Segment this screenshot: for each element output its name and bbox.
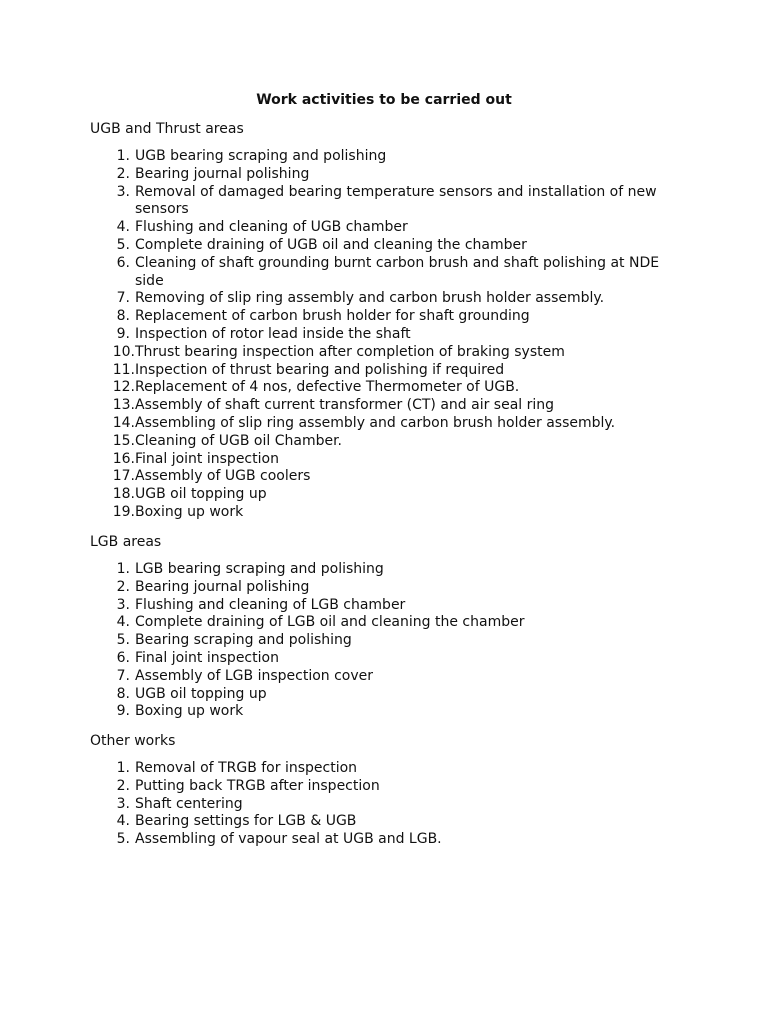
list-item-number: 7. <box>116 667 130 684</box>
list-item-text: Bearing scraping and polishing <box>135 632 352 649</box>
list-item <box>90 344 680 362</box>
list-item <box>90 308 680 326</box>
list-item <box>90 579 680 597</box>
list-item <box>90 237 680 255</box>
list-item-number: 16. <box>112 450 135 467</box>
list-item-text: Removal of damaged bearing temperature sensors and installation of new sensors <box>135 183 657 218</box>
list-item <box>90 796 680 814</box>
list-item <box>90 614 680 632</box>
list-item <box>90 379 680 397</box>
list-item-number: 9. <box>116 325 130 342</box>
list-item-text: Boxing up work <box>135 503 244 520</box>
list-item-text: Assembling of vapour seal at UGB and LGB. <box>135 831 442 848</box>
list-item <box>90 650 680 668</box>
list-item <box>90 397 680 415</box>
list-item <box>90 668 680 686</box>
list-item-number: 6. <box>116 649 130 666</box>
list-item <box>90 415 680 433</box>
list-item-number: 17. <box>112 468 135 485</box>
list-item <box>90 433 680 451</box>
list-item <box>90 686 680 704</box>
list-item-text: Complete draining of LGB oil and cleaning the chamber <box>135 614 525 631</box>
list-item <box>90 703 680 721</box>
list-item-text: Removal of TRGB for inspection <box>135 760 358 776</box>
list-item-number: 19. <box>112 503 135 520</box>
list-item-text: Cleaning of shaft grounding burnt carbon brush and shaft polishing at NDE side <box>135 254 660 289</box>
list-item-number: 4. <box>116 614 130 631</box>
list-item-number: 15. <box>112 432 135 449</box>
list-item-number: 2. <box>116 777 130 794</box>
section-heading-ugb-thrust: UGB and Thrust areas <box>90 121 244 137</box>
list-item-number: 1. <box>116 760 130 776</box>
list-item-text: Flushing and cleaning of UGB chamber <box>135 219 408 236</box>
list-item-text: Final joint inspection <box>135 450 279 467</box>
lgb-list <box>90 561 680 721</box>
list-item-text: Cleaning of UGB oil Chamber. <box>135 432 343 449</box>
list-item <box>90 561 680 579</box>
list-item-text: UGB bearing scraping and polishing <box>135 148 387 164</box>
list-item <box>90 597 680 615</box>
list-item-text: Assembly of UGB coolers <box>135 468 311 485</box>
list-item-text: Bearing journal polishing <box>135 165 310 182</box>
section-heading-other-works: Other works <box>90 733 176 749</box>
list-item <box>90 778 680 796</box>
list-item <box>90 362 680 380</box>
list-item-number: 3. <box>116 183 130 200</box>
list-item <box>90 219 680 237</box>
list-item-text: Bearing settings for LGB & UGB <box>135 813 357 830</box>
list-item-number: 6. <box>116 254 130 271</box>
list-item-number: 8. <box>116 685 130 702</box>
list-item <box>90 486 680 504</box>
list-item-text: UGB oil topping up <box>135 685 267 702</box>
list-item-number: 7. <box>116 290 130 307</box>
list-item <box>90 831 680 849</box>
list-item <box>90 632 680 650</box>
list-item-number: 5. <box>116 236 130 253</box>
other-works-list <box>90 760 680 849</box>
list-item-number: 4. <box>116 813 130 830</box>
list-item-text: Inspection of rotor lead inside the shaft <box>135 325 411 342</box>
ugb-thrust-list <box>90 148 680 522</box>
section-heading-lgb: LGB areas <box>90 534 162 550</box>
list-item-text: Replacement of 4 nos, defective Thermometer of UGB. <box>135 379 520 396</box>
list-item-text: Shaft centering <box>135 795 243 812</box>
list-item-number: 14. <box>112 414 135 431</box>
list-item-number: 8. <box>116 308 130 325</box>
list-item <box>90 184 680 220</box>
list-item-text: Assembly of LGB inspection cover <box>135 667 374 684</box>
list-item-text: Thrust bearing inspection after completion of braking system <box>135 343 565 360</box>
list-item-number: 11. <box>112 361 135 378</box>
list-item-text: Assembling of slip ring assembly and carbon brush holder assembly. <box>135 414 616 431</box>
list-item-number: 2. <box>116 165 130 182</box>
list-item-number: 2. <box>116 578 130 595</box>
list-item <box>90 326 680 344</box>
list-item-number: 18. <box>112 486 135 503</box>
list-item-text: Replacement of carbon brush holder for shaft grounding <box>135 308 530 325</box>
list-item-number: 4. <box>116 219 130 236</box>
list-item-number: 5. <box>116 632 130 649</box>
list-item <box>90 451 680 469</box>
list-item-number: 10. <box>112 343 135 360</box>
list-item <box>90 468 680 486</box>
list-item-number: 1. <box>116 148 130 164</box>
list-item <box>90 290 680 308</box>
list-item-number: 13. <box>112 397 135 414</box>
list-item-text: Flushing and cleaning of LGB chamber <box>135 596 406 613</box>
list-item-text: Assembly of shaft current transformer (CT) and air seal ring <box>135 397 555 414</box>
list-item <box>90 813 680 831</box>
list-item <box>90 760 680 778</box>
list-item-number: 1. <box>116 561 130 577</box>
page-title: Work activities to be carried out <box>256 92 512 108</box>
list-item-text: Removing of slip ring assembly and carbon brush holder assembly. <box>135 290 605 307</box>
list-item <box>90 255 680 291</box>
list-item <box>90 504 680 522</box>
list-item-number: 5. <box>116 831 130 848</box>
list-item-text: LGB bearing scraping and polishing <box>135 561 384 577</box>
list-item <box>90 166 680 184</box>
list-item-text: Bearing journal polishing <box>135 578 310 595</box>
list-item-number: 9. <box>116 703 130 720</box>
list-item <box>90 148 680 166</box>
list-item-text: UGB oil topping up <box>135 486 267 503</box>
list-item-text: Final joint inspection <box>135 649 279 666</box>
list-item-text: Boxing up work <box>135 703 244 720</box>
list-item-text: Complete draining of UGB oil and cleaning the chamber <box>135 236 527 253</box>
list-item-text: Putting back TRGB after inspection <box>135 777 380 794</box>
list-item-text: Inspection of thrust bearing and polishing if required <box>135 361 505 378</box>
list-item-number: 3. <box>116 596 130 613</box>
list-item-number: 3. <box>116 795 130 812</box>
list-item-number: 12. <box>112 379 135 396</box>
